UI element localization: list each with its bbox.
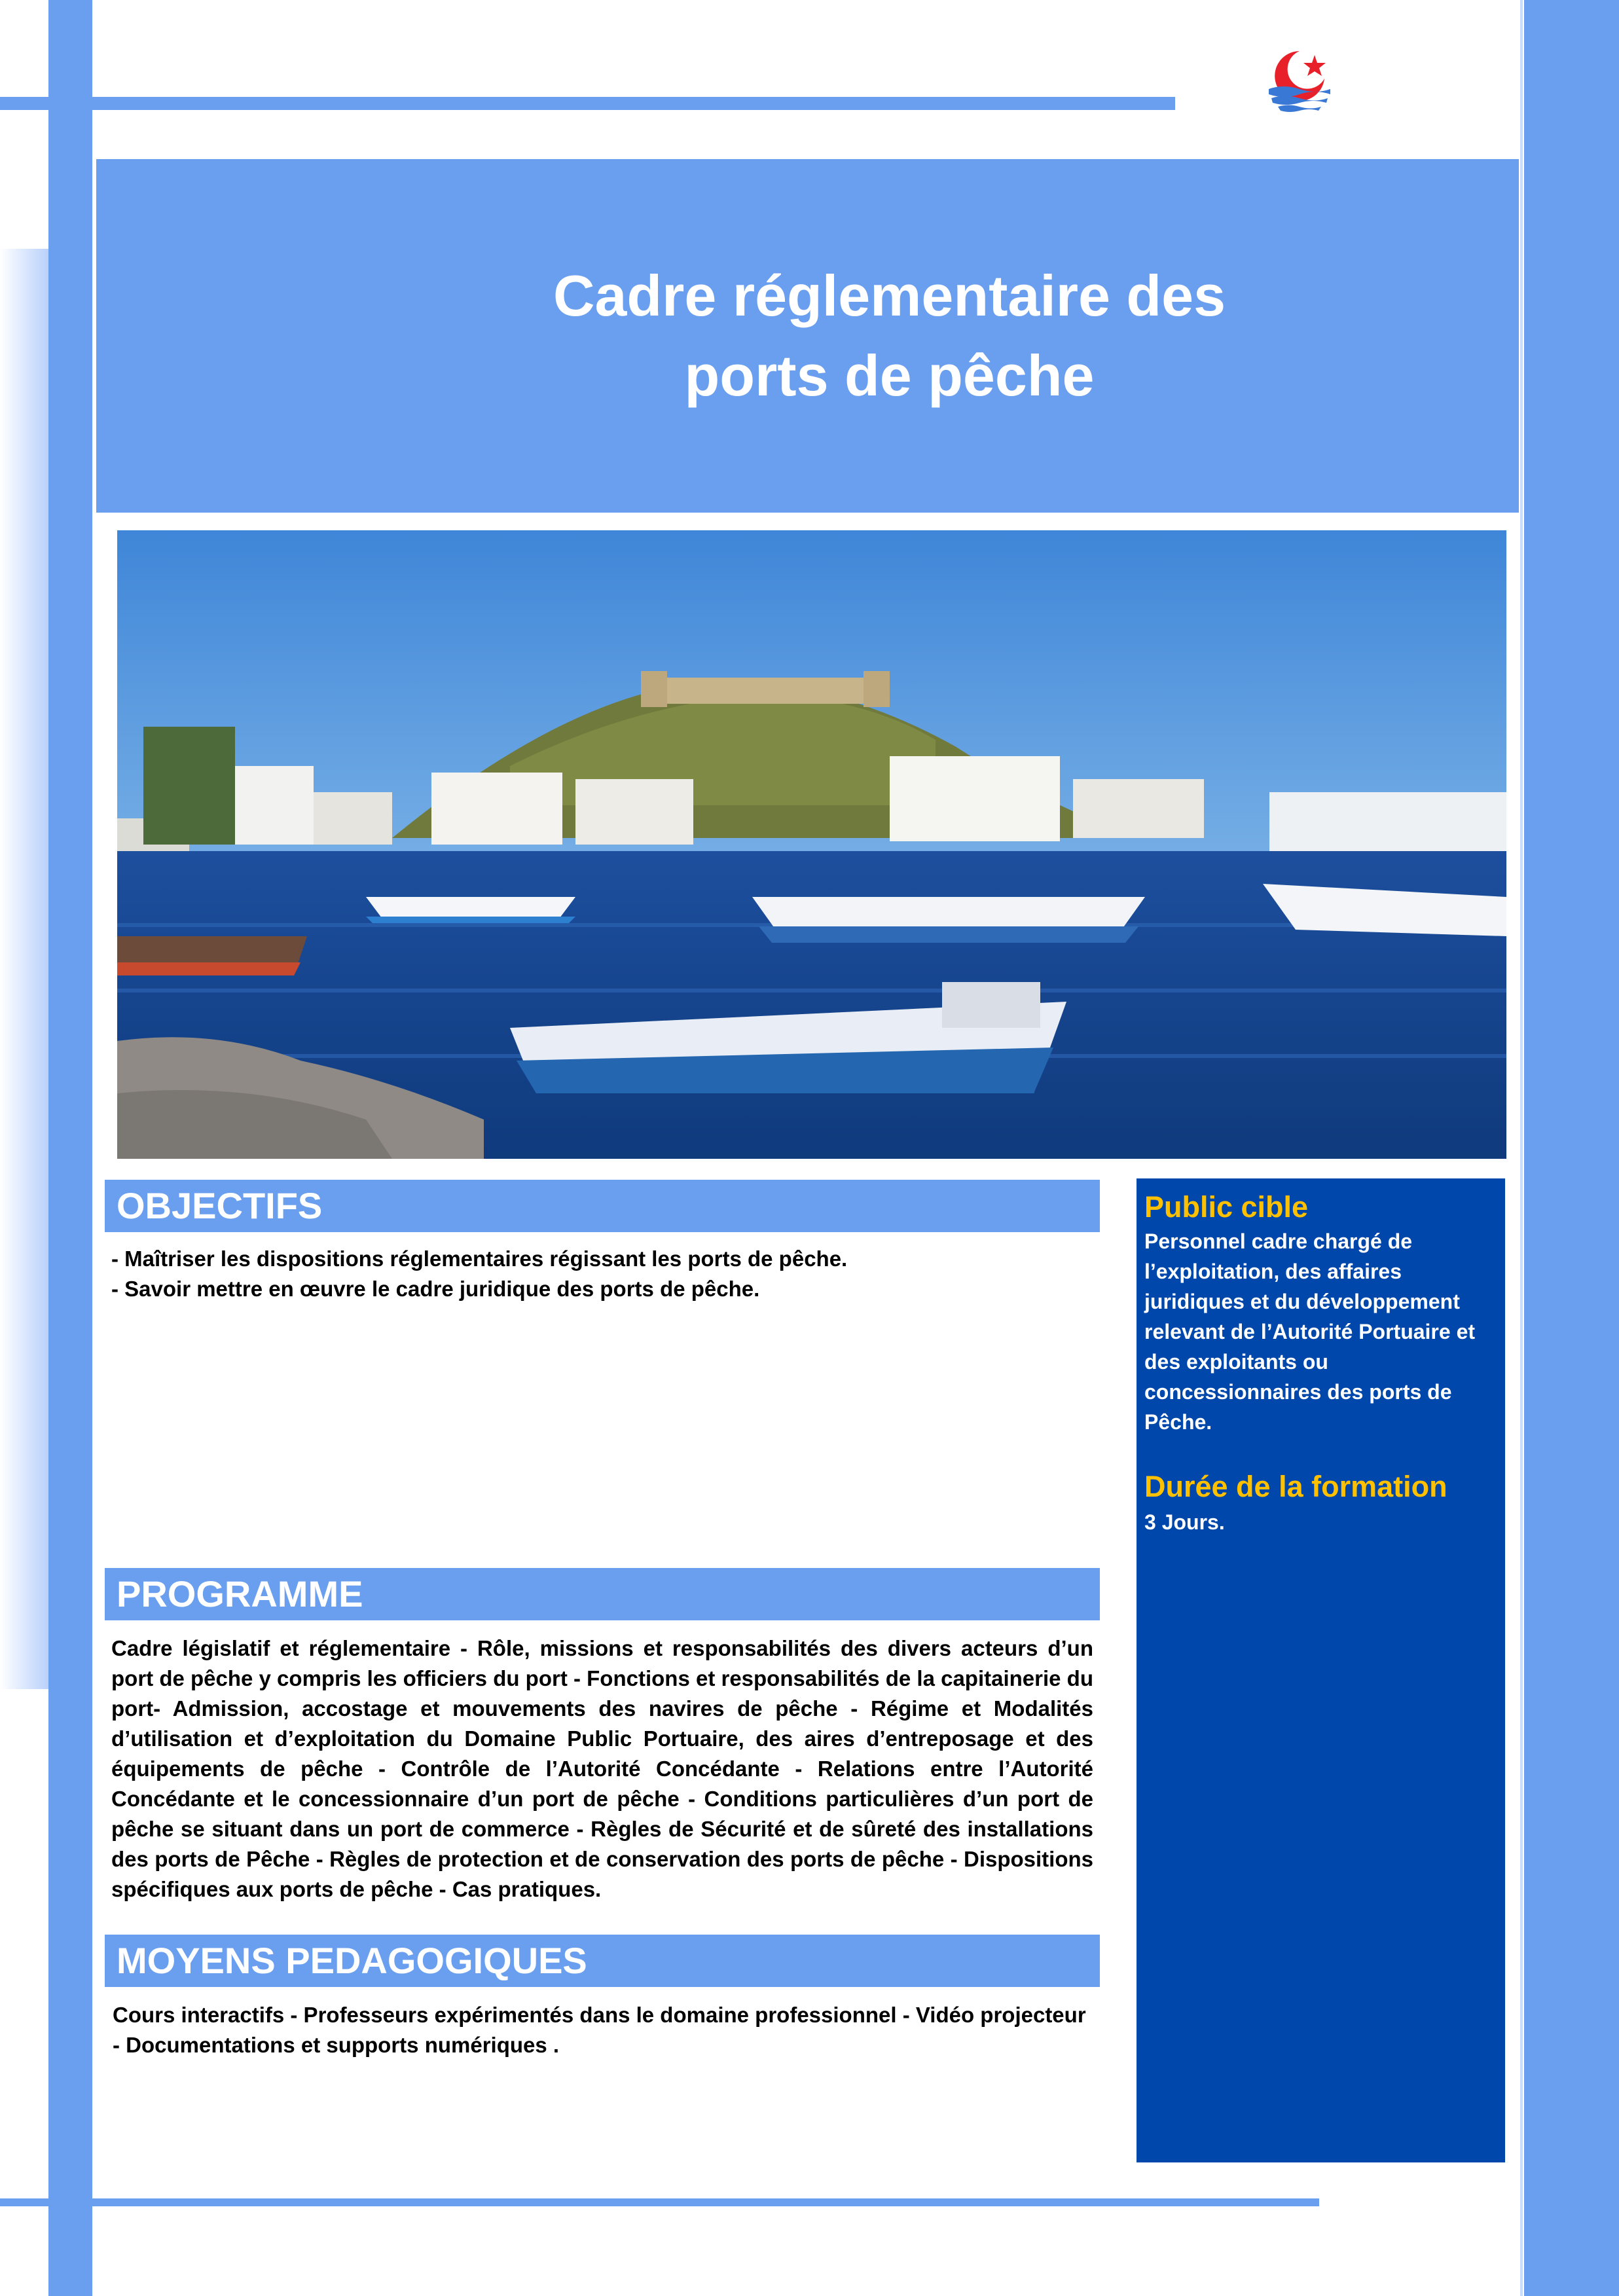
public-cible-text: Personnel cadre chargé de l’exploitation, des affaires juridiques et du développement relevant de l’Autorité Portuaire et des exploitants ou concessionnaires des ports de Pêche. (1144, 1230, 1476, 1434)
duree-formation-text: 3 Jours. (1144, 1510, 1225, 1534)
left-blue-bar (48, 0, 92, 2296)
right-edge-line (1520, 0, 1523, 2296)
moyens-pedagogiques-text: Cours interactifs - Professeurs expérimentés dans le domaine professionnel - Vidéo projecteur - Documentations et supports numériques . (113, 2003, 1086, 2057)
page-title-line-1: Cadre réglementaire des (553, 263, 1226, 328)
bottom-divider-line (0, 2198, 1319, 2206)
objectifs-item: - Maîtriser les dispositions réglementaires régissant les ports de pêche. (111, 1247, 848, 1271)
page-title (464, 256, 1315, 416)
right-blue-bar (1524, 0, 1619, 2296)
fishing-harbor-photo (117, 530, 1506, 1159)
programme-text: Cadre législatif et réglementaire - Rôle, missions et responsabilités des divers acteurs d’un port de pêche y compris les officiers du port - Fonctions et responsabilités de la capitainerie du port- Admission, accostage et mouvements des navires de pêche - Régime et Modalités d’utilisation et d’exploitation du Domaine Public Portuaire, des aires d’entreposage et des équipements de pêche - Contrôle de l’Autorité Concédante - Relations entre l’Autorité Concédante et le concessionnaire d’un port de pêche - Conditions particulières d’un port de pêche se situant dans un port de commerce - Règles de Sécurité et de sûreté des installations des ports de Pêche - Règles de protection et de conservation des ports de pêche - Dispositions spécifiques aux ports de pêche - Cas pratiques. (111, 1636, 1094, 1901)
objectifs-heading: OBJECTIFS (105, 1180, 1100, 1232)
page-title-line-2: ports de pêche (684, 343, 1095, 408)
objectifs-item: - Savoir mettre en œuvre le cadre juridique des ports de pêche. (111, 1277, 760, 1301)
top-divider-line (0, 97, 1175, 110)
title-banner (96, 159, 1519, 513)
left-gradient-strip (0, 249, 48, 1689)
duree-formation-heading: Durée de la formation (1144, 1470, 1447, 1503)
crescent-star-logo-icon (1264, 46, 1336, 118)
moyens-pedagogiques-heading: MOYENS PEDAGOGIQUES (105, 1935, 1100, 1987)
objectifs-list (111, 1244, 1093, 1304)
public-cible-heading: Public cible (1144, 1190, 1309, 1224)
programme-heading: PROGRAMME (105, 1568, 1100, 1620)
